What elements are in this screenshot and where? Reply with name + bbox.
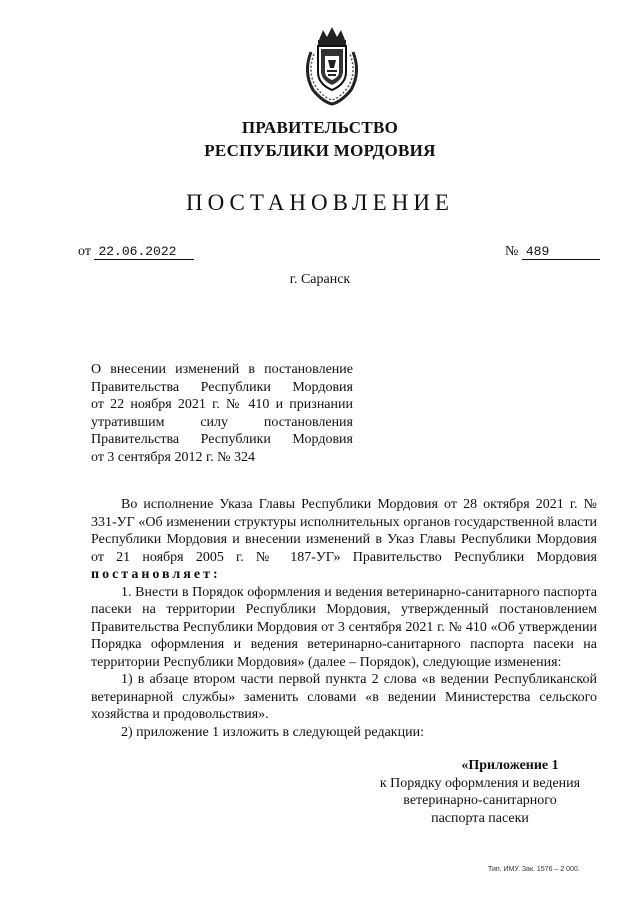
government-name-line2: РЕСПУБЛИКИ МОРДОВИЯ [204,141,436,160]
date-prefix: от [78,244,91,259]
intro-paragraph [91,496,597,584]
subject-line: О внесении изменений в постановление [91,362,353,377]
date-field [78,244,194,260]
intro-emphasis: постановляет: [91,567,221,582]
number-prefix: № [505,244,519,259]
government-name-line1: ПРАВИТЕЛЬСТВО [241,118,399,137]
appendix-title: «Приложение 1 [461,758,559,773]
subject-line: от 3 сентября 2012 г. № 324 [91,449,255,465]
coat-of-arms-emblem [297,22,367,106]
appendix-header [340,757,620,827]
body-text [91,496,597,741]
paragraph-2: 1) в абзаце втором части первой пункта 2 слова «в ведении Республиканской ветеринарной службы» заменить словами «в ведении Министерства сельского хозяйства и продовольствия». [91,672,597,722]
number-field [505,244,600,260]
paragraph-3: 2) приложение 1 изложить в следующей редакции: [121,724,424,740]
intro-text: Во исполнение Указа Главы Республики Мордовия от 28 октября 2021 г. № 331-УГ «Об изменении структуры исполнительных органов государственной власти Республики Мордовия и внесении изменений в Указ Главы Республики Мордовия от 21 ноября 2005 г. № 187-УГ» Правительство Республики Мордовия [91,497,597,565]
appendix-line: паспорта пасеки [431,810,529,826]
subject-line: Правительства Республики Мордовия [91,432,353,447]
appendix-line: ветеринарно-санитарного [403,793,557,808]
subject-line: Правительства Республики Мордовия [91,379,353,395]
subject-line: утратившим силу постановления [91,414,353,430]
document-type-title: ПОСТАНОВЛЕНИЕ [186,190,454,215]
number-value: 489 [522,244,600,260]
appendix-line: к Порядку оформления и ведения [379,775,581,791]
city-label: г. Саранск [289,272,351,287]
print-footer: Тип. ИМУ. Зак. 1576 – 2 000. [488,866,580,873]
subject-line: от 22 ноября 2021 г. № 410 и признании [91,397,353,412]
subject-block [91,361,353,466]
paragraph-1: 1. Внести в Порядок оформления и ведения ветеринарно-санитарного паспорта пасеки на территории Республики Мордовия, утвержденный постановлением Правительства Республики Мордовия от 3 сентября 2021 г. № 410 «Об утверждении Порядка оформления и ведения ветеринарно-санитарного паспорта пасеки на территории Республики Мордовия» (далее – Порядок), следующие изменения: [91,584,597,670]
date-value: 22.06.2022 [94,244,194,260]
